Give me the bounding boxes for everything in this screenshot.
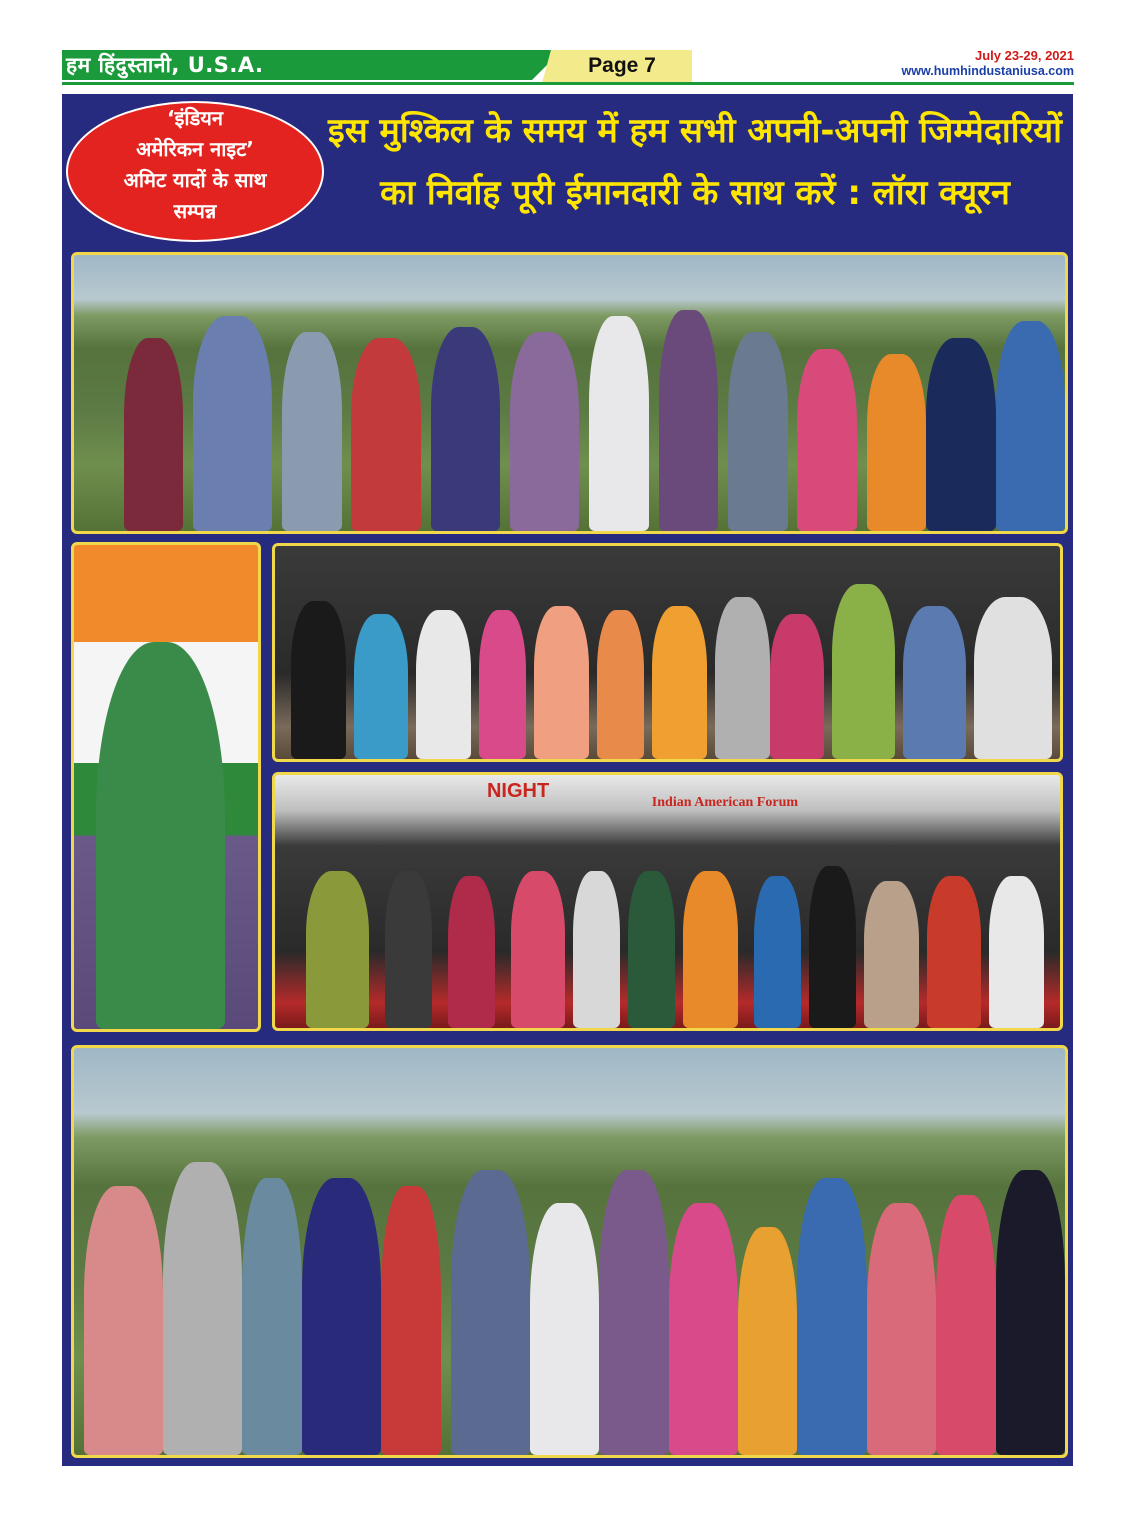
badge-line: सम्पन्न (173, 199, 217, 223)
photo-park-group-large (71, 1045, 1068, 1458)
headline-line: का निर्वाह पूरी ईमानदारी के साथ करें : लॉरा क्यूरन (380, 173, 1010, 213)
page-number: Page 7 (588, 54, 656, 77)
photo-singer (71, 542, 261, 1032)
headline (324, 100, 1066, 224)
badge-caption (66, 103, 324, 227)
newspaper-name: हम हिंदुस्तानी, U.S.A. (66, 53, 264, 77)
headline-line: इस मुश्किल के समय में हम सभी अपनी-अपनी जिम्मेदारियों (328, 111, 1062, 151)
badge-line: अमिट यादों के साथ (123, 168, 267, 192)
photo-stage-group (272, 543, 1063, 762)
badge-line: ‘इंडियन (167, 106, 223, 130)
badge-line: अमेरिकन नाइट’ (136, 137, 254, 161)
issue-date: July 23-29, 2021 (974, 48, 1074, 63)
forum-banner-text: Indian American Forum (651, 795, 799, 811)
banner-text: NIGHT (486, 780, 550, 803)
photo-stage-dancers (272, 772, 1063, 1031)
masthead (62, 50, 1074, 86)
photo-park-group (71, 252, 1068, 534)
masthead-rule (62, 82, 1074, 85)
website-url[interactable]: www.humhindustaniusa.com (901, 64, 1074, 78)
